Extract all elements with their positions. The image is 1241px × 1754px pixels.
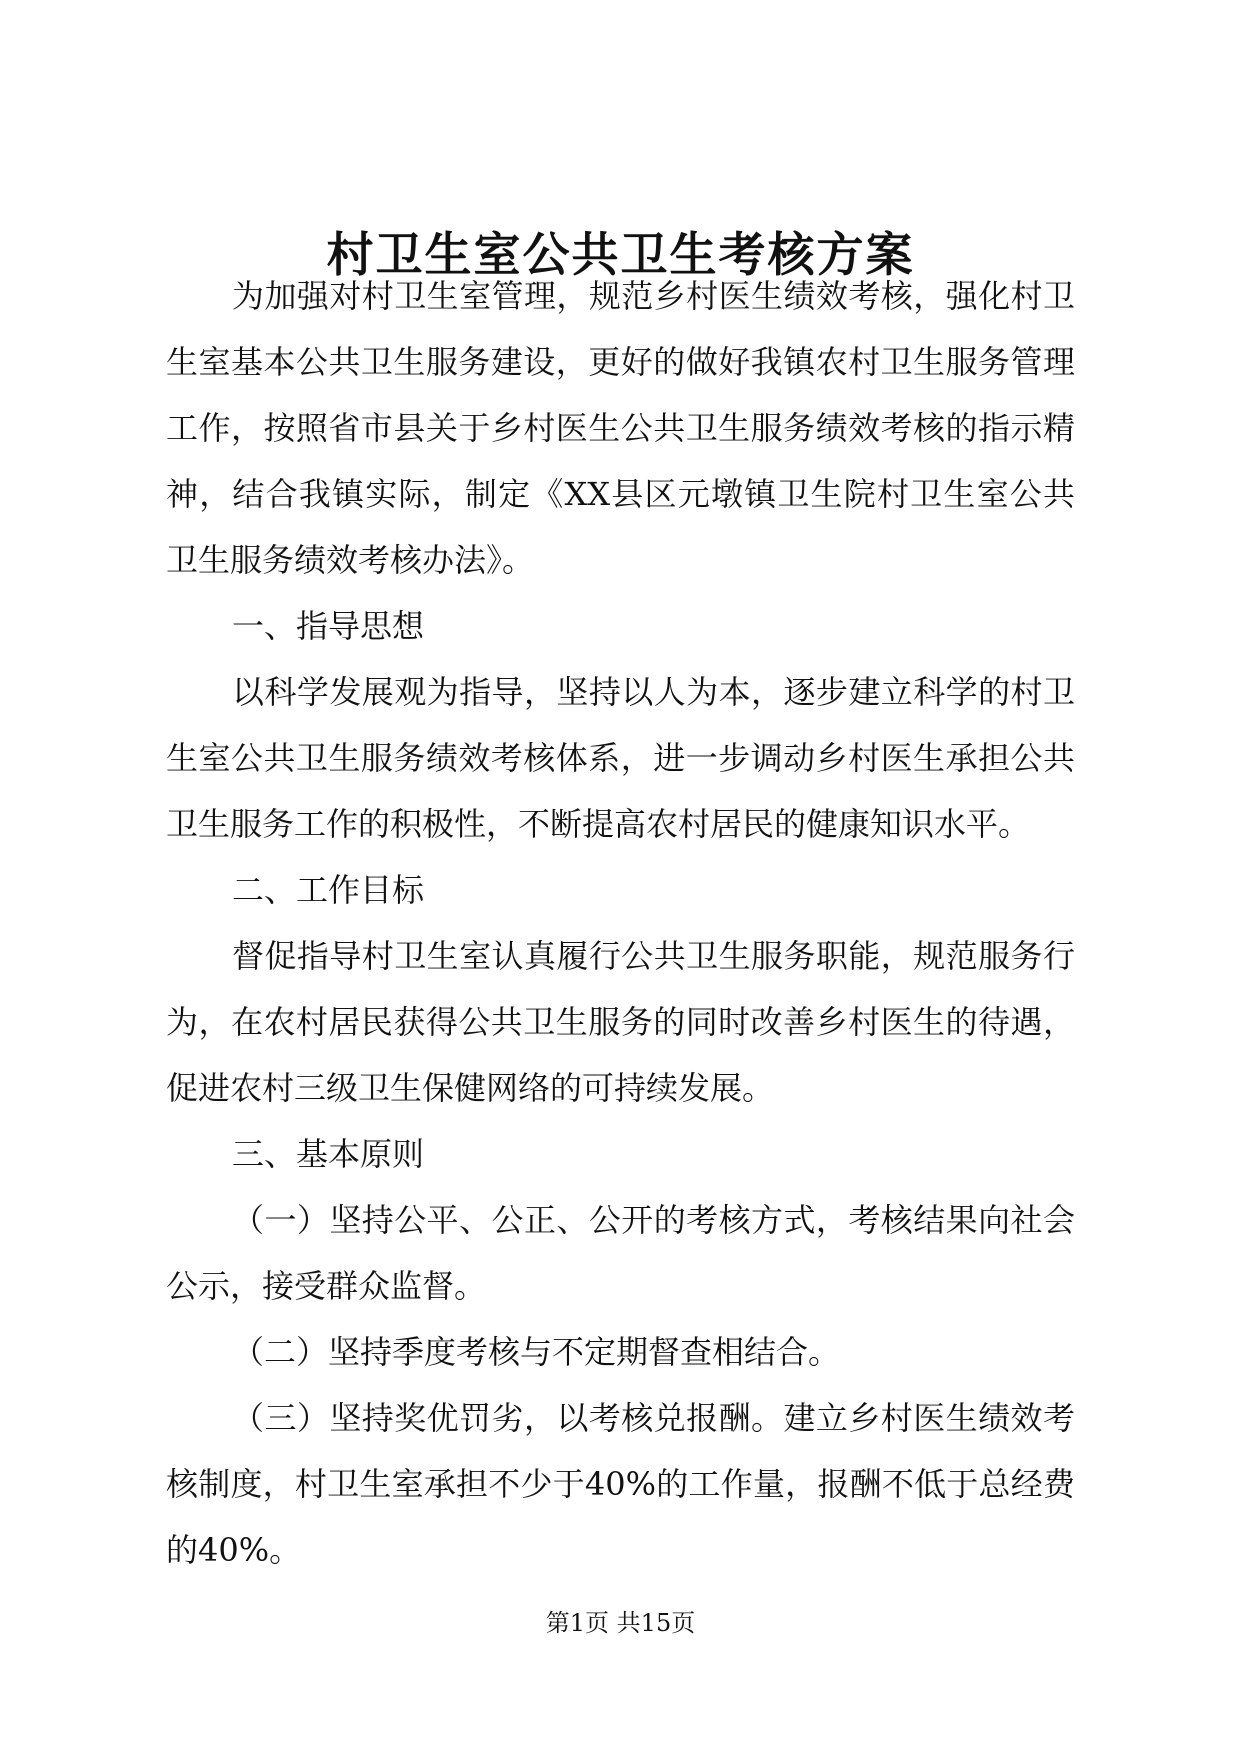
body-line: 生室基本公共卫生服务建设，更好的做好我镇农村卫生服务管理 [166,343,1075,381]
body-line: 为加强对村卫生室管理，规范乡村医生绩效考核，强化村卫 [232,277,1075,315]
body-line: 为，在农村居民获得公共卫生服务的同时改善乡村医生的待遇， [166,1003,1075,1041]
body-line: 督促指导村卫生室认真履行公共卫生服务职能，规范服务行 [232,937,1075,975]
document-title: 村卫生室公共卫生考核方案 [326,228,915,283]
section-heading: 三、基本原则 [232,1135,425,1173]
body-line: 核制度，村卫生室承担不少于40%的工作量，报酬不低于总经费 [166,1465,1075,1503]
body-line: 公示，接受群众监督。 [166,1267,487,1305]
page-footer: 第1页 共15页 [545,1609,696,1637]
body-line: 促进农村三级卫生保健网络的可持续发展。 [166,1069,775,1107]
body-line: （二）坚持季度考核与不定期督查相结合。 [232,1333,841,1371]
body-line: （三）坚持奖优罚劣，以考核兑报酬。建立乡村医生绩效考 [232,1399,1075,1437]
body-line: 工作，按照省市县关于乡村医生公共卫生服务绩效考核的指示精 [166,409,1075,447]
section-heading: 一、指导思想 [232,607,425,645]
section-heading: 二、工作目标 [232,871,425,909]
body-line: 以科学发展观为指导，坚持以人为本，逐步建立科学的村卫 [232,673,1075,711]
body-line: 卫生服务绩效考核办法》。 [166,541,535,579]
body-line: （一）坚持公平、公正、公开的考核方式，考核结果向社会 [232,1201,1075,1239]
body-line: 卫生服务工作的积极性，不断提高农村居民的健康知识水平。 [166,805,1031,843]
body-line: 神，结合我镇实际，制定《XX县区元墩镇卫生院村卫生室公共 [166,475,1075,513]
body-line: 的40%。 [166,1531,302,1569]
body-line: 生室公共卫生服务绩效考核体系，进一步调动乡村医生承担公共 [166,739,1075,777]
